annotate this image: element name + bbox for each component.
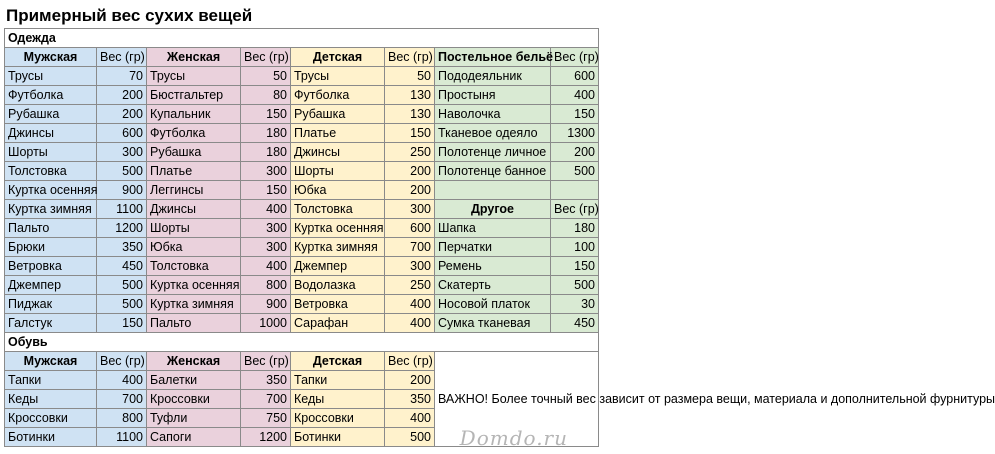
women-shoe: Кроссовки (147, 390, 241, 409)
kids-weight: 200 (385, 181, 435, 200)
bedding-item (435, 181, 551, 200)
women-item: Купальник (147, 105, 241, 124)
kids-shoe-weight: 500 (385, 428, 435, 447)
bedding-item: Ремень (435, 257, 551, 276)
men-shoe-weight: 700 (97, 390, 147, 409)
men-weight: 1100 (97, 200, 147, 219)
women-shoe-weight: 700 (241, 390, 291, 409)
bedding-item: Пододеяльник (435, 67, 551, 86)
women-item: Футболка (147, 124, 241, 143)
table-row (5, 276, 599, 295)
important-note: ВАЖНО! Более точный вес зависит от размера вещи, материала и дополнительной фурнитуры (435, 352, 599, 447)
kids-item: Джемпер (291, 257, 385, 276)
section-row-shoes (5, 333, 599, 352)
kids-weight: 600 (385, 219, 435, 238)
kids-weight: 400 (385, 314, 435, 333)
men-weight: 500 (97, 295, 147, 314)
women-item: Бюстгальтер (147, 86, 241, 105)
section-row-clothes (5, 29, 599, 48)
women-weight: 50 (241, 67, 291, 86)
header-men: Мужская (5, 48, 97, 67)
women-shoe-weight: 1200 (241, 428, 291, 447)
men-weight: 350 (97, 238, 147, 257)
table-row (5, 105, 599, 124)
kids-item: Куртка зимняя (291, 238, 385, 257)
bedding-item: Полотенце банное (435, 162, 551, 181)
page-title: Примерный вес сухих вещей (6, 6, 253, 25)
men-shoe-weight: 1100 (97, 428, 147, 447)
kids-weight: 300 (385, 200, 435, 219)
women-weight: 180 (241, 124, 291, 143)
bedding-item: Скатерть (435, 276, 551, 295)
men-shoe: Кеды (5, 390, 97, 409)
kids-item: Сарафан (291, 314, 385, 333)
header-bedding: Постельное бельё (435, 48, 551, 67)
bedding-weight: 600 (551, 67, 599, 86)
header-bedding-weight: Вес (гр) (551, 48, 599, 67)
table-row (5, 219, 599, 238)
women-weight: 800 (241, 276, 291, 295)
women-item: Пальто (147, 314, 241, 333)
section-label-clothes: Одежда (5, 29, 599, 48)
bedding-item: Тканевое одеяло (435, 124, 551, 143)
kids-shoe: Ботинки (291, 428, 385, 447)
bedding-weight: 450 (551, 314, 599, 333)
table-row (5, 162, 599, 181)
men-shoe: Ботинки (5, 428, 97, 447)
women-shoe: Туфли (147, 409, 241, 428)
bedding-weight: 400 (551, 86, 599, 105)
men-shoe-weight: 800 (97, 409, 147, 428)
table-row (5, 314, 599, 333)
men-item: Брюки (5, 238, 97, 257)
watermark-logo: Domdo.ru (459, 426, 568, 450)
women-weight: 180 (241, 143, 291, 162)
bedding-item: Носовой платок (435, 295, 551, 314)
men-weight: 900 (97, 181, 147, 200)
bedding-weight: 30 (551, 295, 599, 314)
kids-weight: 50 (385, 67, 435, 86)
women-shoe: Сапоги (147, 428, 241, 447)
men-weight: 70 (97, 67, 147, 86)
women-shoe-weight: 350 (241, 371, 291, 390)
women-weight: 900 (241, 295, 291, 314)
kids-item: Шорты (291, 162, 385, 181)
men-item: Пиджак (5, 295, 97, 314)
header-kids-weight: Вес (гр) (385, 352, 435, 371)
women-item: Куртка зимняя (147, 295, 241, 314)
kids-item: Толстовка (291, 200, 385, 219)
kids-weight: 700 (385, 238, 435, 257)
kids-item: Ветровка (291, 295, 385, 314)
kids-shoe-weight: 200 (385, 371, 435, 390)
kids-shoe: Кроссовки (291, 409, 385, 428)
women-weight: 150 (241, 105, 291, 124)
men-weight: 500 (97, 276, 147, 295)
kids-item: Куртка осенняя (291, 219, 385, 238)
header-other-weight: Вес (гр) (551, 200, 599, 219)
men-weight: 150 (97, 314, 147, 333)
bedding-weight: 500 (551, 162, 599, 181)
table-row (5, 181, 599, 200)
header-row-shoes (5, 352, 599, 371)
header-women: Женская (147, 352, 241, 371)
women-weight: 300 (241, 238, 291, 257)
kids-weight: 250 (385, 276, 435, 295)
men-item: Ветровка (5, 257, 97, 276)
women-item: Юбка (147, 238, 241, 257)
bedding-weight: 1300 (551, 124, 599, 143)
kids-weight: 200 (385, 162, 435, 181)
header-women: Женская (147, 48, 241, 67)
men-weight: 300 (97, 143, 147, 162)
women-weight: 400 (241, 257, 291, 276)
bedding-item: Наволочка (435, 105, 551, 124)
bedding-weight: 150 (551, 257, 599, 276)
men-weight: 450 (97, 257, 147, 276)
bedding-weight: 180 (551, 219, 599, 238)
kids-item: Водолазка (291, 276, 385, 295)
bedding-item: Сумка тканевая (435, 314, 551, 333)
women-weight: 80 (241, 86, 291, 105)
table-row (5, 295, 599, 314)
women-item: Джинсы (147, 200, 241, 219)
men-shoe: Кроссовки (5, 409, 97, 428)
women-item: Шорты (147, 219, 241, 238)
men-item: Галстук (5, 314, 97, 333)
men-item: Толстовка (5, 162, 97, 181)
kids-item: Джинсы (291, 143, 385, 162)
header-other: Другое (435, 200, 551, 219)
women-shoe-weight: 750 (241, 409, 291, 428)
bedding-weight (551, 181, 599, 200)
women-weight: 300 (241, 162, 291, 181)
men-item: Пальто (5, 219, 97, 238)
men-item: Трусы (5, 67, 97, 86)
men-weight: 1200 (97, 219, 147, 238)
men-item: Куртка зимняя (5, 200, 97, 219)
header-men: Мужская (5, 352, 97, 371)
table-row (5, 67, 599, 86)
bedding-weight: 500 (551, 276, 599, 295)
table-row (5, 200, 599, 219)
kids-shoe: Тапки (291, 371, 385, 390)
bedding-weight: 100 (551, 238, 599, 257)
header-kids-weight: Вес (гр) (385, 48, 435, 67)
header-men-weight: Вес (гр) (97, 352, 147, 371)
kids-item: Трусы (291, 67, 385, 86)
bedding-item: Шапка (435, 219, 551, 238)
women-weight: 300 (241, 219, 291, 238)
weights-table (4, 28, 995, 447)
kids-item: Рубашка (291, 105, 385, 124)
kids-weight: 300 (385, 257, 435, 276)
table-row (5, 124, 599, 143)
bedding-weight: 150 (551, 105, 599, 124)
bedding-item: Перчатки (435, 238, 551, 257)
section-label-shoes: Обувь (5, 333, 599, 352)
bedding-item: Полотенце личное (435, 143, 551, 162)
men-shoe: Тапки (5, 371, 97, 390)
kids-item: Юбка (291, 181, 385, 200)
men-item: Футболка (5, 86, 97, 105)
men-item: Джемпер (5, 276, 97, 295)
kids-item: Платье (291, 124, 385, 143)
kids-shoe-weight: 350 (385, 390, 435, 409)
kids-weight: 400 (385, 295, 435, 314)
kids-shoe: Кеды (291, 390, 385, 409)
men-weight: 600 (97, 124, 147, 143)
bedding-weight: 200 (551, 143, 599, 162)
women-item: Рубашка (147, 143, 241, 162)
women-item: Куртка осенняя (147, 276, 241, 295)
table-row (5, 86, 599, 105)
men-item: Джинсы (5, 124, 97, 143)
bedding-item: Простыня (435, 86, 551, 105)
header-kids: Детская (291, 48, 385, 67)
kids-item: Футболка (291, 86, 385, 105)
women-item: Толстовка (147, 257, 241, 276)
kids-weight: 130 (385, 105, 435, 124)
men-item: Шорты (5, 143, 97, 162)
women-weight: 400 (241, 200, 291, 219)
header-kids: Детская (291, 352, 385, 371)
men-weight: 200 (97, 105, 147, 124)
men-item: Куртка осенняя (5, 181, 97, 200)
women-weight: 150 (241, 181, 291, 200)
header-women-weight: Вес (гр) (241, 352, 291, 371)
kids-shoe-weight: 400 (385, 409, 435, 428)
header-men-weight: Вес (гр) (97, 48, 147, 67)
table-row (5, 238, 599, 257)
men-item: Рубашка (5, 105, 97, 124)
table-row (5, 143, 599, 162)
men-weight: 500 (97, 162, 147, 181)
header-row-clothes (5, 48, 599, 67)
women-weight: 1000 (241, 314, 291, 333)
women-item: Трусы (147, 67, 241, 86)
header-women-weight: Вес (гр) (241, 48, 291, 67)
kids-weight: 130 (385, 86, 435, 105)
kids-weight: 150 (385, 124, 435, 143)
women-item: Леггинсы (147, 181, 241, 200)
women-item: Платье (147, 162, 241, 181)
kids-weight: 250 (385, 143, 435, 162)
table-row (5, 257, 599, 276)
women-shoe: Балетки (147, 371, 241, 390)
men-shoe-weight: 400 (97, 371, 147, 390)
men-weight: 200 (97, 86, 147, 105)
